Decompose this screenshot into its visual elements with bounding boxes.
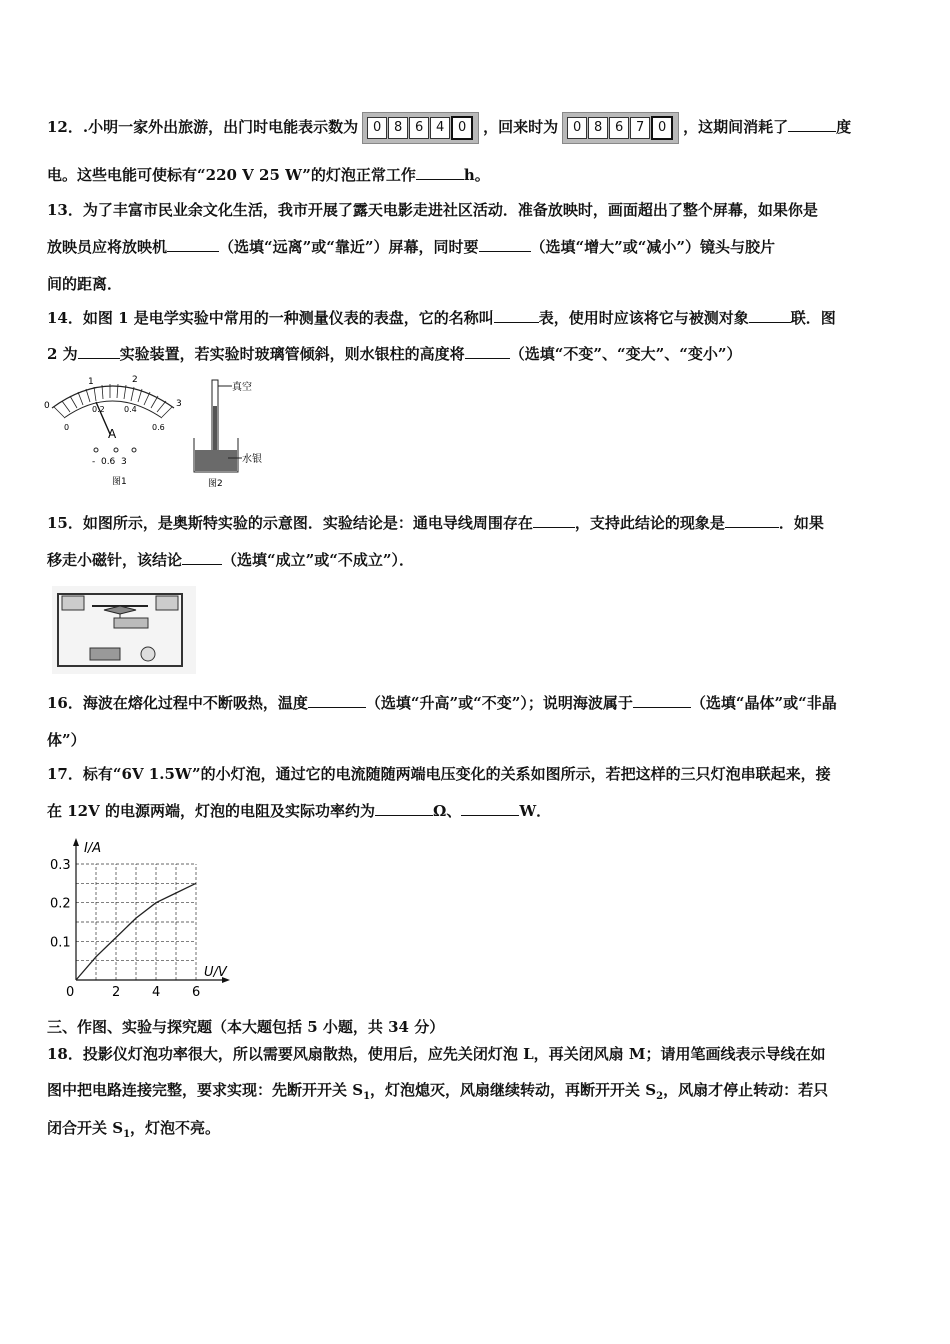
answer-blank[interactable] bbox=[375, 801, 433, 816]
x-tick-label: 6 bbox=[192, 985, 201, 1000]
figure-caption: 图2 bbox=[208, 479, 223, 489]
x-tick-label: 4 bbox=[152, 985, 161, 1000]
meter-end bbox=[562, 112, 679, 144]
switch bbox=[114, 618, 148, 628]
q16-text-a: 16．海波在熔化过程中不断吸热，温度 bbox=[47, 694, 308, 712]
terminal bbox=[132, 448, 136, 452]
answer-blank[interactable] bbox=[749, 308, 791, 323]
barometer-figure bbox=[188, 376, 278, 490]
scale-label: 0 bbox=[64, 423, 70, 432]
bulb bbox=[141, 647, 155, 661]
unit-label: A bbox=[108, 427, 117, 441]
q12-text-e: 电。这些电能可使标有“220 V 25 W”的灯泡正常工作 bbox=[47, 166, 416, 184]
answer-blank[interactable] bbox=[465, 344, 510, 359]
ammeter-figure bbox=[40, 372, 190, 490]
q17-text-c: W． bbox=[519, 802, 552, 820]
x-tick-label: 0 bbox=[66, 985, 75, 1000]
chart-grid bbox=[76, 864, 196, 980]
subscript: 2 bbox=[656, 1091, 664, 1102]
meter-digit: 7 bbox=[630, 117, 650, 139]
section-title: 三、作图、实验与探究题（本大题包括 5 小题，共 34 分） bbox=[47, 1018, 445, 1036]
answer-blank[interactable] bbox=[78, 344, 120, 359]
q12-text-a: 12．.小明一家外出旅游，出门时电能表示数为 bbox=[47, 118, 359, 136]
q16-text-b: （选填“升高”或“不变”）；说明海波属于 bbox=[365, 694, 633, 712]
meter-digit: 0 bbox=[367, 117, 387, 139]
oersted-figure bbox=[52, 586, 196, 674]
terminal bbox=[114, 448, 118, 452]
q12-text-c: ，这期间消耗了 bbox=[683, 118, 789, 136]
answer-blank[interactable] bbox=[533, 513, 575, 528]
scale-label: 0.4 bbox=[124, 405, 137, 414]
answer-blank[interactable] bbox=[494, 308, 539, 323]
q17-text-b: Ω、 bbox=[432, 802, 462, 820]
q15-line2 bbox=[47, 550, 414, 570]
q15-line1 bbox=[47, 513, 824, 533]
scale-label: 0.2 bbox=[92, 405, 105, 414]
scale-label: 0.6 bbox=[152, 423, 165, 432]
q12-text-f: h。 bbox=[463, 166, 490, 184]
answer-blank[interactable] bbox=[725, 513, 779, 528]
meter-digit: 4 bbox=[430, 117, 450, 139]
q14-text-e: 实验装置，若实验时玻璃管倾斜，则水银柱的高度将 bbox=[119, 345, 465, 363]
q17-text-a: 在 12V 的电源两端，灯泡的电阻及实际功率约为 bbox=[47, 802, 375, 820]
y-axis-arrow bbox=[73, 838, 79, 846]
scale-label: 3 bbox=[176, 399, 182, 409]
q18-text-a: 图中把电路连接完整，要求实现：先断开开关 S bbox=[47, 1081, 364, 1099]
mercury-pool bbox=[195, 450, 237, 471]
q18-text-c: ，风扇才停止转动：若只 bbox=[663, 1081, 829, 1099]
y-tick-label: 0.1 bbox=[50, 935, 71, 951]
q13-line3: 间的距离． bbox=[47, 275, 123, 293]
x-axis-label: U/V bbox=[204, 965, 227, 980]
q18-line1: 18．投影仪灯泡功率很大，所以需要风扇散热，使用后，应先关闭灯泡 L，再关闭风扇 M；请用笔画线表示导线在如 bbox=[47, 1045, 826, 1063]
q12-line1 bbox=[47, 112, 851, 144]
q14-text-a: 14．如图 1 是电学实验中常用的一种测量仪表的表盘，它的名称叫 bbox=[47, 309, 494, 327]
q18-line2 bbox=[47, 1080, 828, 1107]
meter-digit: 6 bbox=[409, 117, 429, 139]
subscript: 1 bbox=[363, 1091, 371, 1102]
q18-line3 bbox=[47, 1118, 220, 1145]
answer-blank[interactable] bbox=[479, 237, 531, 252]
q18-text-b: ，灯泡熄灭，风扇继续转动，再断开开关 S bbox=[370, 1081, 657, 1099]
meter-digit: 8 bbox=[388, 117, 408, 139]
q13-text-b: （选填“远离”或“靠近”）屏幕，同时要 bbox=[219, 238, 479, 256]
dial-arc-inner bbox=[64, 401, 162, 418]
q12-line2 bbox=[47, 165, 490, 185]
scale-label: 0 bbox=[44, 401, 50, 411]
q13-text-c: （选填“增大”或“减小”）镜头与胶片 bbox=[530, 238, 776, 256]
q15-text-a: 15．如图所示，是奥斯特实验的示意图．实验结论是：通电导线周围存在 bbox=[47, 514, 533, 532]
y-axis-label: I/A bbox=[84, 841, 102, 856]
clamp-right bbox=[156, 596, 178, 610]
answer-blank[interactable] bbox=[788, 117, 836, 132]
q15-text-c: ．如果 bbox=[778, 514, 824, 532]
q13-line1: 13．为了丰富市民业余文化生活，我市开展了露天电影走进社区活动．准备放映时，画面超出了整个屏幕，如果你是 bbox=[47, 201, 818, 219]
q14-text-c: 联．图 bbox=[790, 309, 836, 327]
q17-line1: 17．标有“6V 1.5W”的小灯泡，通过它的电流随随两端电压变化的关系如图所示，若把这样的三只灯泡串联起来，接 bbox=[47, 765, 831, 783]
q12-text-d: 度 bbox=[836, 118, 852, 136]
subscript: 1 bbox=[123, 1129, 131, 1140]
meter-digit: 0 bbox=[451, 116, 473, 140]
q15-text-b: ，支持此结论的现象是 bbox=[574, 514, 725, 532]
answer-blank[interactable] bbox=[633, 693, 691, 708]
q16-line2: 体”） bbox=[47, 731, 86, 749]
answer-blank[interactable] bbox=[308, 693, 366, 708]
meter-digit: 8 bbox=[588, 117, 608, 139]
scale-label: 2 bbox=[132, 375, 138, 385]
figure-caption: 图1 bbox=[112, 477, 127, 487]
meter-digit: 0 bbox=[651, 116, 673, 140]
battery bbox=[90, 648, 120, 660]
vacuum-label: 真空 bbox=[232, 382, 252, 393]
q13-line2 bbox=[47, 237, 775, 257]
q16-line1 bbox=[47, 693, 837, 713]
q15-text-d: 移走小磁针，该结论 bbox=[47, 551, 183, 569]
answer-blank[interactable] bbox=[461, 801, 519, 816]
scale-label: 1 bbox=[88, 377, 94, 387]
q18-text-e: ，灯泡不亮。 bbox=[130, 1119, 221, 1137]
terminal bbox=[94, 448, 98, 452]
q14-text-d: 2 为 bbox=[47, 345, 78, 363]
q12-text-b: ，回来时为 bbox=[483, 118, 559, 136]
answer-blank[interactable] bbox=[182, 550, 222, 565]
q15-text-e: （选填“成立”或“不成立”）． bbox=[222, 551, 415, 569]
q13-text-a: 放映员应将放映机 bbox=[47, 238, 168, 256]
q17-line2 bbox=[47, 801, 551, 821]
q16-text-c: （选填“晶体”或“非晶 bbox=[690, 694, 837, 712]
q14-text-b: 表，使用时应该将它与被测对象 bbox=[538, 309, 749, 327]
q14-line1 bbox=[47, 308, 836, 328]
answer-blank[interactable] bbox=[416, 165, 464, 180]
meter-start bbox=[362, 112, 479, 144]
q14-text-f: （选填“不变”、“变大”、“变小”） bbox=[509, 345, 742, 363]
answer-blank[interactable] bbox=[167, 237, 219, 252]
iu-chart bbox=[44, 834, 244, 1000]
clamp-left bbox=[62, 596, 84, 610]
mercury-label: 水银 bbox=[242, 454, 262, 465]
q18-text-d: 闭合开关 S bbox=[47, 1119, 124, 1137]
meter-digit: 6 bbox=[609, 117, 629, 139]
terminal-labels: - 0.6 3 bbox=[92, 457, 127, 467]
x-tick-label: 2 bbox=[112, 985, 121, 1000]
q14-line2 bbox=[47, 344, 741, 364]
meter-digit: 0 bbox=[567, 117, 587, 139]
y-tick-label: 0.3 bbox=[50, 858, 71, 873]
y-tick-label: 0.2 bbox=[50, 896, 71, 912]
